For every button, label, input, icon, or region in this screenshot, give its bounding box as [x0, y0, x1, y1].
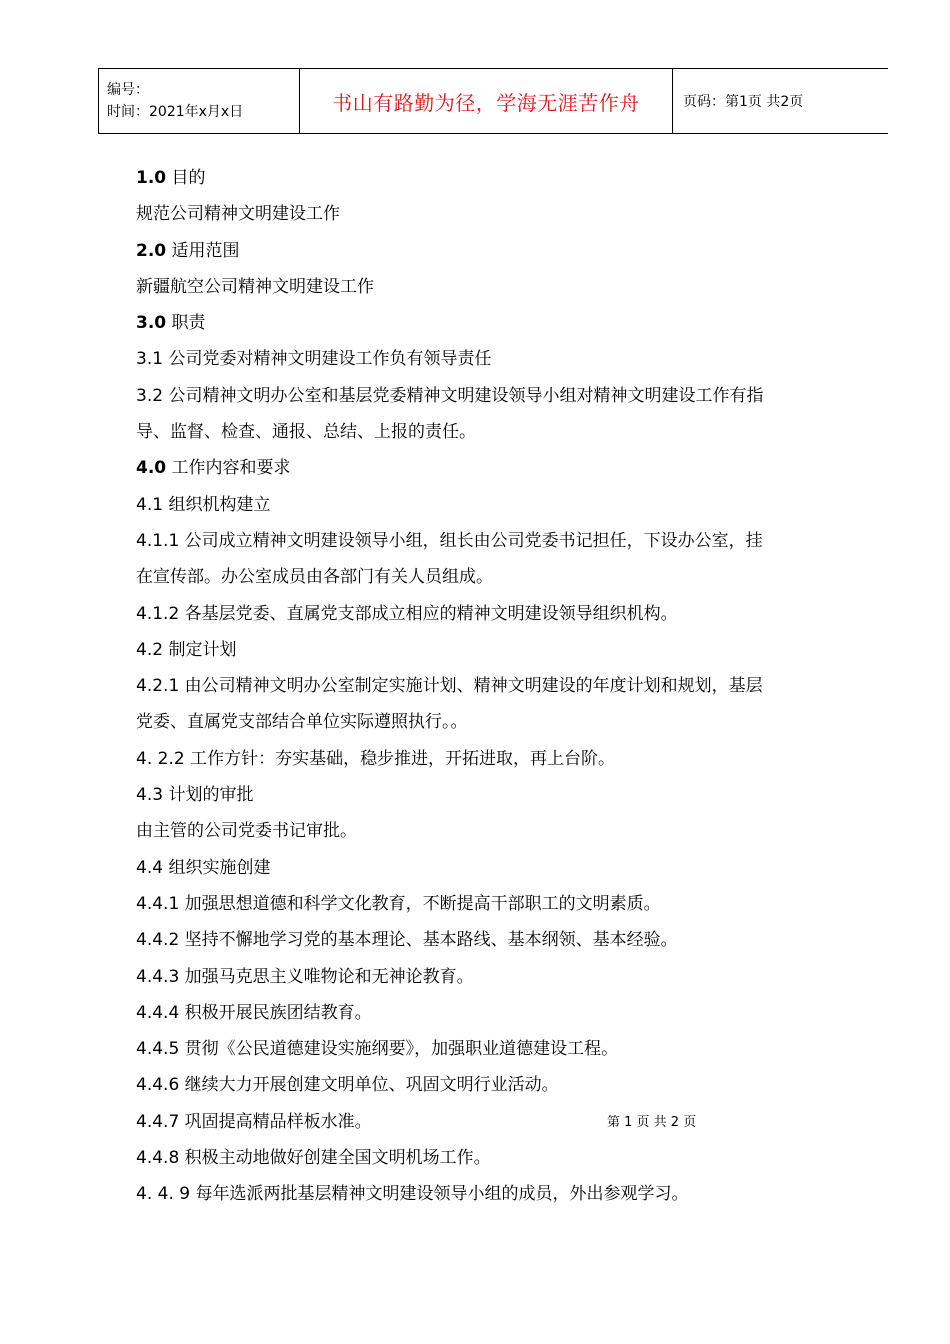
section-heading	[136, 160, 856, 196]
document-number: 编号：	[107, 82, 149, 98]
line-text: 4.4 组织实施创建	[136, 857, 271, 878]
line-text: 党委、直属党支部结合单位实际遵照执行。。	[136, 712, 468, 733]
line-text: 4.4.4 积极开展民族团结教育。	[136, 1002, 372, 1023]
paragraph-line	[136, 850, 856, 886]
line-text: 4.4.5 贯彻《公民道德建设实施纲要》，加强职业道德建设工程。	[136, 1039, 619, 1060]
line-text: 3.2 公司精神文明办公室和基层党委精神文明建设领导小组对精神文明建设工作有指	[136, 385, 764, 406]
line-text: 适用范围	[171, 240, 240, 261]
line-text: 职责	[171, 313, 206, 334]
footer-page-number: 第 1 页 共 2 页	[607, 1115, 697, 1130]
section-number: 1.0	[136, 168, 167, 188]
document-body	[136, 160, 856, 1213]
line-text: 4.4.2 坚持不懈地学习党的基本理论、基本路线、基本纲领、基本经验。	[136, 930, 678, 951]
line-text: 规范公司精神文明建设工作	[136, 204, 340, 225]
line-text: 4.4.6 继续大力开展创建文明单位、巩固文明行业活动。	[136, 1075, 559, 1096]
header-page-cell	[673, 69, 889, 134]
line-text: 4.3 计划的审批	[136, 785, 254, 806]
page-number-text: 第1页 共2页	[725, 94, 804, 110]
paragraph-line	[136, 269, 856, 305]
section-number: 3.0	[136, 313, 167, 334]
paragraph-line	[136, 1140, 856, 1176]
header-meta-cell	[99, 69, 300, 134]
line-text: 4.1 组织机构建立	[136, 494, 271, 515]
paragraph-line	[136, 1031, 856, 1067]
section-number: 2.0	[136, 240, 167, 261]
paragraph-line	[136, 341, 856, 377]
paragraph-line	[136, 668, 856, 704]
line-text: 4.2 制定计划	[136, 639, 237, 660]
paragraph-line	[136, 596, 856, 632]
paragraph-line	[136, 1104, 856, 1140]
line-text: 4.4.7 巩固提高精品样板水准。	[136, 1111, 372, 1132]
paragraph-line	[136, 886, 856, 922]
line-text: 4.4.3 加强马克思主义唯物论和无神论教育。	[136, 966, 474, 987]
motto-text: 书山有路勤为径，学海无涯苦作舟	[332, 90, 640, 115]
paragraph-line	[136, 414, 856, 450]
document-time: 时间：2021年x月x日	[107, 104, 244, 120]
section-heading	[136, 233, 856, 269]
paragraph-line	[136, 487, 856, 523]
paragraph-line	[136, 196, 856, 232]
line-text: 3.1 公司党委对精神文明建设工作负有领导责任	[136, 349, 492, 370]
page-label: 页码：	[683, 94, 725, 110]
paragraph-line	[136, 1176, 856, 1212]
line-text: 4. 4. 9 每年选派两批基层精神文明建设领导小组的成员，外出参观学习。	[136, 1184, 689, 1205]
paragraph-line	[136, 813, 856, 849]
section-heading	[136, 305, 856, 341]
paragraph-line	[136, 704, 856, 740]
line-text: 目的	[171, 168, 206, 188]
paragraph-line	[136, 741, 856, 777]
line-text: 导、监督、检查、通报、总结、上报的责任。	[136, 422, 476, 443]
line-text: 4.1.2 各基层党委、直属党支部成立相应的精神文明建设领导组织机构。	[136, 603, 678, 624]
paragraph-line	[136, 777, 856, 813]
paragraph-line	[136, 959, 856, 995]
line-text: 4.4.8 积极主动地做好创建全国文明机场工作。	[136, 1148, 491, 1169]
line-text: 在宣传部。办公室成员由各部门有关人员组成。	[136, 567, 493, 588]
paragraph-line	[136, 1067, 856, 1103]
line-text: 4.1.1 公司成立精神文明建设领导小组，组长由公司党委书记担任，下设办公室，挂	[136, 530, 763, 551]
line-text: 由主管的公司党委书记审批。	[136, 821, 357, 842]
line-text: 4.4.1 加强思想道德和科学文化教育，不断提高干部职工的文明素质。	[136, 893, 661, 914]
line-text: 新疆航空公司精神文明建设工作	[136, 276, 374, 297]
paragraph-line	[136, 995, 856, 1031]
line-text: 工作内容和要求	[171, 458, 291, 479]
line-text: 4.2.1 由公司精神文明办公室制定实施计划、精神文明建设的年度计划和规划，基层	[136, 676, 763, 697]
paragraph-line	[136, 523, 856, 559]
paragraph-line	[136, 378, 856, 414]
paragraph-line	[136, 922, 856, 958]
header-motto-cell	[300, 69, 673, 134]
paragraph-line	[136, 559, 856, 595]
paragraph-line	[136, 632, 856, 668]
section-heading	[136, 450, 856, 486]
section-number: 4.0	[136, 458, 167, 479]
document-header	[98, 68, 888, 134]
line-text: 4. 2.2 工作方针：夯实基础，稳步推进，开拓进取，再上台阶。	[136, 748, 616, 769]
